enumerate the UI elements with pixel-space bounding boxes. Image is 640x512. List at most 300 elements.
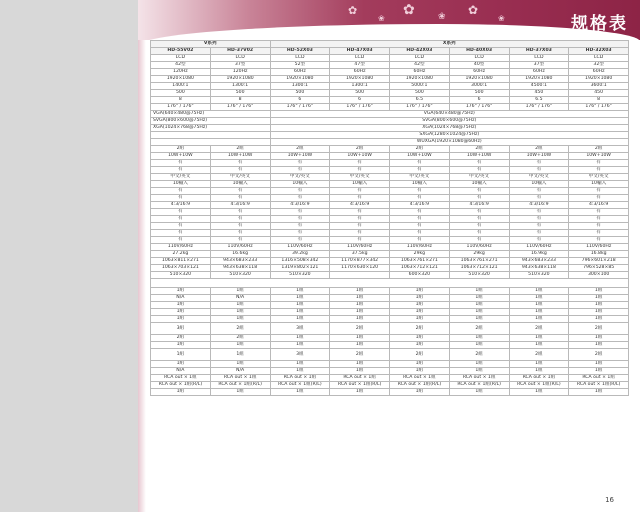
table-cell: 1組 [270, 309, 330, 316]
table-cell: 1920×1080 [509, 76, 569, 83]
table-cell: 943×638×118 [509, 265, 569, 272]
table-cell: 1920×1080 [151, 76, 211, 83]
table-cell: 1組 [151, 349, 211, 361]
table-cell: 1400:1 [151, 83, 211, 90]
table-cell: 1300:1 [330, 83, 390, 90]
table-cell: 1組 [210, 342, 270, 349]
table-cell: 10W+10W [330, 153, 390, 160]
flower-ornament: ✿ [468, 3, 479, 17]
flower-ornament: ❀ [378, 14, 385, 23]
table-cell: 1組 [270, 342, 330, 349]
table-cell: 110V/60Hz [390, 244, 450, 251]
table-cell: 有 [509, 209, 569, 216]
table-row [151, 361, 629, 368]
flower-ornament: ✿ [403, 2, 415, 18]
table-cell: 中文/英文 [509, 174, 569, 181]
table-cell: 有 [210, 167, 270, 174]
table-row [151, 389, 629, 396]
table-row [151, 139, 629, 146]
table-cell: 1組 [390, 342, 450, 349]
table-cell: 有 [270, 216, 330, 223]
table-cell: 4500:1 [509, 83, 569, 90]
table-cell: LCD [509, 55, 569, 62]
table-cell: 有 [330, 160, 390, 167]
table-cell: 120Hz [210, 69, 270, 76]
table-cell: 10W+10W [270, 153, 330, 160]
table-cell: 有 [569, 167, 629, 174]
spec-table [150, 40, 629, 396]
table-row [151, 69, 629, 76]
table-cell: 1920×1080 [270, 76, 330, 83]
table-cell: 29kg [390, 251, 450, 258]
table-cell: RCA out × 1組(R/L) [270, 382, 330, 389]
table-cell: 2組 [390, 349, 450, 361]
table-cell: 60Hz [390, 69, 450, 76]
table-cell: 有 [449, 230, 509, 237]
table-cell: 有 [449, 209, 509, 216]
table-cell: N/A [210, 295, 270, 302]
table-cell: 8 [151, 97, 211, 104]
table-cell: 4:3/16:9 [449, 202, 509, 209]
table-cell: 2組 [449, 146, 509, 153]
table-cell: 1組 [509, 342, 569, 349]
table-cell: 1組 [330, 368, 390, 375]
table-cell: 500 [449, 90, 509, 97]
table-cell: 1組 [210, 309, 270, 316]
table-cell: 3組 [151, 323, 211, 335]
table-cell: 1組 [509, 335, 569, 342]
table-cell: 2組 [449, 323, 509, 335]
table-cell: 1組 [449, 309, 509, 316]
table-cell: 有 [210, 223, 270, 230]
table-row [151, 195, 629, 202]
table-cell: 1組 [210, 349, 270, 361]
table-cell: 40型 [449, 62, 509, 69]
table-cell: 有 [509, 237, 569, 244]
table-cell: 1組 [270, 335, 330, 342]
table-cell: 1316×508×342 [270, 258, 330, 265]
table-cell: 1組 [569, 288, 629, 295]
table-cell: 37.5kg [330, 251, 390, 258]
table-cell: 10W+10W [210, 153, 270, 160]
table-cell: 有 [270, 237, 330, 244]
table-cell: 有 [449, 167, 509, 174]
table-cell: 2組 [330, 146, 390, 153]
table-cell: 2組 [210, 335, 270, 342]
table-cell: 有 [330, 195, 390, 202]
table-cell: 1300:1 [210, 83, 270, 90]
table-cell: 2組 [449, 349, 509, 361]
table-cell: 1063×761×271 [449, 258, 509, 265]
table-cell: RCA out × 1組 [151, 375, 211, 382]
table-cell: 有 [569, 188, 629, 195]
table-row [151, 111, 629, 118]
table-cell: 510×320 [449, 272, 509, 279]
table-cell: 16.8kg [569, 251, 629, 258]
table-cell [151, 139, 271, 146]
table-row [151, 223, 629, 230]
table-cell: 510×320 [270, 272, 330, 279]
table-cell: 有 [569, 230, 629, 237]
table-cell: 1組 [330, 361, 390, 368]
table-cell: 10W+10W [449, 153, 509, 160]
table-cell: 943×683×233 [509, 258, 569, 265]
table-cell: 176° / 176° [270, 104, 330, 111]
table-row [151, 382, 629, 389]
table-row [151, 174, 629, 181]
table-cell: LCD [569, 55, 629, 62]
table-cell: 有 [270, 195, 330, 202]
table-cell: 中文/英文 [270, 174, 330, 181]
table-row [151, 153, 629, 160]
table-cell: 有 [449, 188, 509, 195]
flower-ornament: ❀ [438, 12, 446, 22]
table-cell: 有 [569, 160, 629, 167]
table-cell: 2組 [509, 323, 569, 335]
table-cell: 6.5 [509, 97, 569, 104]
table-cell [151, 279, 629, 288]
table-row [151, 83, 629, 90]
table-cell: 1組 [151, 342, 211, 349]
table-cell [330, 272, 390, 279]
table-cell: 10輸入 [390, 181, 450, 188]
table-cell: RCA out × 1組 [210, 375, 270, 382]
table-cell: 有 [151, 237, 211, 244]
table-cell: 1組 [270, 389, 330, 396]
table-cell: 有 [151, 223, 211, 230]
table-cell: 1300:1 [270, 83, 330, 90]
table-cell: XGA(1024×768@75Hz) [270, 125, 629, 132]
table-cell: 1319×802×121 [270, 265, 330, 272]
table-cell: 有 [390, 230, 450, 237]
table-cell: HD-47X03 [330, 48, 390, 55]
table-cell: RCA out × 1組(R/L) [210, 382, 270, 389]
table-cell: 60Hz [569, 69, 629, 76]
table-cell: 1組 [509, 309, 569, 316]
table-cell: 有 [270, 167, 330, 174]
table-cell: 有 [390, 223, 450, 230]
table-cell: 1063×712×121 [390, 265, 450, 272]
table-row [151, 97, 629, 104]
table-cell: RCA out × 1組(R/L) [509, 382, 569, 389]
table-cell: 有 [210, 160, 270, 167]
table-cell: N/A [210, 368, 270, 375]
table-row [151, 160, 629, 167]
table-cell: 有 [151, 188, 211, 195]
left-decor-strip [138, 40, 146, 512]
table-cell: 1組 [151, 361, 211, 368]
table-cell: 1組 [151, 288, 211, 295]
table-cell: 500 [151, 90, 211, 97]
table-row [151, 368, 629, 375]
table-cell: 1組 [509, 302, 569, 309]
table-cell: 有 [210, 230, 270, 237]
table-cell: 4:3/16:9 [270, 202, 330, 209]
table-cell: 有 [509, 188, 569, 195]
table-cell: 176° / 176° [509, 104, 569, 111]
table-cell: 有 [330, 216, 390, 223]
table-cell: 中文/英文 [151, 174, 211, 181]
table-cell: 1組 [330, 316, 390, 323]
table-cell: 29kg [449, 251, 509, 258]
table-cell: 有 [330, 237, 390, 244]
table-row [151, 237, 629, 244]
table-cell: 1組 [509, 361, 569, 368]
table-row [151, 104, 629, 111]
table-cell: HD-52X03 [270, 48, 330, 55]
table-cell: RCA out × 1組(R/L) [151, 382, 211, 389]
table-row [151, 90, 629, 97]
table-cell: 1920×1080 [449, 76, 509, 83]
table-cell: 1組 [509, 316, 569, 323]
table-cell: 有 [569, 195, 629, 202]
table-cell: 42型 [390, 62, 450, 69]
table-cell: 1組 [210, 302, 270, 309]
spec-sheet [138, 0, 640, 512]
table-cell: 110V/60Hz [509, 244, 569, 251]
table-cell: N/A [151, 295, 211, 302]
table-cell: 510×320 [151, 272, 211, 279]
table-row [151, 265, 629, 272]
table-cell: 有 [330, 167, 390, 174]
table-cell: 1920×1080 [390, 76, 450, 83]
table-cell: 1063×703×121 [151, 265, 211, 272]
page-title: 规格表 [571, 14, 628, 34]
table-cell: 8 [569, 97, 629, 104]
table-cell: 中文/英文 [210, 174, 270, 181]
table-row [151, 302, 629, 309]
table-cell: RCA out × 1組(R/L) [449, 382, 509, 389]
table-cell: 中文/英文 [330, 174, 390, 181]
table-cell: 2組 [151, 335, 211, 342]
table-cell: 有 [210, 209, 270, 216]
table-cell: 1組 [151, 389, 211, 396]
table-cell: 1組 [569, 368, 629, 375]
table-cell: 176° / 176° [569, 104, 629, 111]
table-cell: 2組 [390, 323, 450, 335]
table-cell: 1組 [569, 316, 629, 323]
table-cell: 1組 [151, 302, 211, 309]
table-cell: RCA out × 1組 [509, 375, 569, 382]
table-row [151, 62, 629, 69]
table-cell: 有 [270, 209, 330, 216]
table-cell: 3組 [270, 349, 330, 361]
spec-table-area [150, 40, 628, 396]
table-cell: 1組 [390, 368, 450, 375]
table-cell: 6 [270, 97, 330, 104]
table-cell: 4:3/16:9 [569, 202, 629, 209]
table-cell: 176° / 176° [210, 104, 270, 111]
table-cell: XGA(1024×768@75Hz) [151, 125, 271, 132]
table-cell [151, 132, 271, 139]
flower-ornament: ❀ [498, 14, 505, 23]
table-cell: 42型 [151, 62, 211, 69]
table-cell: 1組 [270, 316, 330, 323]
table-cell: 2組 [569, 323, 629, 335]
table-cell: 3組 [270, 323, 330, 335]
table-cell: 10輸入 [569, 181, 629, 188]
table-cell: 1組 [449, 295, 509, 302]
table-cell: 有 [449, 237, 509, 244]
table-cell: 60Hz [449, 69, 509, 76]
table-cell: 1組 [390, 309, 450, 316]
table-cell: 10輸入 [449, 181, 509, 188]
table-cell: 510×320 [509, 272, 569, 279]
table-cell: V系列 [151, 41, 271, 48]
table-cell: 1組 [569, 389, 629, 396]
table-cell: HD-37V02 [210, 48, 270, 55]
table-cell: 1組 [449, 342, 509, 349]
table-cell: 1組 [330, 295, 390, 302]
table-cell: 2組 [330, 323, 390, 335]
table-cell: 2組 [569, 146, 629, 153]
table-cell: 39.2kg [270, 251, 330, 258]
table-cell: 中文/英文 [449, 174, 509, 181]
table-cell: 1組 [330, 288, 390, 295]
table-cell: 有 [569, 216, 629, 223]
table-row [151, 216, 629, 223]
table-cell: 10輸入 [210, 181, 270, 188]
table-cell: 8 [210, 97, 270, 104]
table-cell: 3600:1 [569, 83, 629, 90]
page-number: 16 [605, 496, 614, 504]
table-cell: 110V/60Hz [569, 244, 629, 251]
table-cell: 有 [151, 209, 211, 216]
table-cell: 1組 [151, 309, 211, 316]
table-cell: 1組 [330, 389, 390, 396]
table-cell: SVGA(800×600@75Hz) [270, 118, 629, 125]
table-cell: 有 [151, 167, 211, 174]
table-cell: 1組 [509, 389, 569, 396]
table-cell: 6 [449, 97, 509, 104]
table-cell: RCA out × 1組 [390, 375, 450, 382]
table-cell: 1組 [330, 335, 390, 342]
table-cell: WUXGA(1920×1080@60Hz) [270, 139, 629, 146]
table-cell: 2組 [270, 146, 330, 153]
table-cell: 10W+10W [509, 153, 569, 160]
table-cell: 1170×877×342 [330, 258, 390, 265]
table-cell: 1組 [449, 361, 509, 368]
table-row [151, 55, 629, 62]
table-cell: 1組 [569, 342, 629, 349]
table-cell: 110V/60Hz [330, 244, 390, 251]
table-cell: 4:3/16:9 [151, 202, 211, 209]
table-cell: 1組 [270, 288, 330, 295]
table-cell: 1組 [569, 295, 629, 302]
table-cell: 有 [569, 223, 629, 230]
table-row [151, 41, 629, 48]
table-cell: 1組 [210, 316, 270, 323]
table-cell: 有 [449, 223, 509, 230]
table-cell: 2組 [509, 146, 569, 153]
table-row [151, 188, 629, 195]
table-cell: 110V/60Hz [151, 244, 211, 251]
table-cell: 1組 [569, 361, 629, 368]
table-row [151, 202, 629, 209]
table-row [151, 132, 629, 139]
table-cell: 1063×712×121 [449, 265, 509, 272]
table-cell: HD-32X03 [569, 48, 629, 55]
table-cell: 有 [270, 223, 330, 230]
table-cell: 450 [569, 90, 629, 97]
table-row [151, 118, 629, 125]
table-row [151, 279, 629, 288]
table-cell: 37型 [509, 62, 569, 69]
table-cell: 有 [270, 188, 330, 195]
table-cell: 796×528×85 [569, 265, 629, 272]
table-row [151, 181, 629, 188]
table-cell: 943×683×233 [210, 258, 270, 265]
table-cell: 60Hz [509, 69, 569, 76]
table-cell: 1組 [210, 361, 270, 368]
table-cell: HD-40X03 [449, 48, 509, 55]
table-cell: 有 [270, 160, 330, 167]
table-cell: 16.6kg [210, 251, 270, 258]
table-row [151, 309, 629, 316]
table-cell: 110V/60Hz [270, 244, 330, 251]
table-cell: 1組 [569, 302, 629, 309]
table-cell: RCA out × 1組(R/L) [569, 382, 629, 389]
table-cell: X系列 [270, 41, 629, 48]
table-cell: 2組 [151, 146, 211, 153]
table-cell: HD-37X03 [509, 48, 569, 55]
table-cell: 1組 [210, 389, 270, 396]
table-cell: 1組 [509, 288, 569, 295]
table-cell: VGA(640×480@75Hz) [151, 111, 271, 118]
table-cell: 有 [390, 237, 450, 244]
table-cell: 60Hz [330, 69, 390, 76]
table-row [151, 349, 629, 361]
table-cell: 1組 [509, 368, 569, 375]
table-cell: 10W+10W [569, 153, 629, 160]
table-cell: 37型 [210, 62, 270, 69]
table-cell: 1組 [210, 288, 270, 295]
table-cell: 943×638×118 [210, 265, 270, 272]
table-cell: 1063×761×271 [390, 258, 450, 265]
table-cell: 1組 [390, 302, 450, 309]
table-cell: 有 [509, 167, 569, 174]
table-cell: RCA out × 1組 [449, 375, 509, 382]
table-cell: RCA out × 1組 [330, 375, 390, 382]
table-cell: 有 [390, 160, 450, 167]
table-row [151, 209, 629, 216]
table-cell: 有 [270, 230, 330, 237]
table-cell: 1組 [449, 368, 509, 375]
table-cell: 有 [390, 209, 450, 216]
table-cell: 4:3/16:9 [509, 202, 569, 209]
table-cell: 2組 [330, 349, 390, 361]
table-cell: 有 [509, 216, 569, 223]
table-cell: 1170×630×120 [330, 265, 390, 272]
table-cell: LCD [330, 55, 390, 62]
table-row [151, 230, 629, 237]
table-cell: 32型 [569, 62, 629, 69]
table-cell: 1組 [390, 361, 450, 368]
table-cell: 1組 [449, 335, 509, 342]
table-row [151, 125, 629, 132]
table-cell: 10輸入 [151, 181, 211, 188]
table-cell: 有 [390, 216, 450, 223]
table-cell: 有 [449, 160, 509, 167]
table-cell: HD-42X03 [390, 48, 450, 55]
table-cell: 510×320 [210, 272, 270, 279]
table-cell: 600×320 [390, 272, 450, 279]
table-cell: 有 [509, 195, 569, 202]
table-cell: 1組 [449, 288, 509, 295]
table-cell: 有 [210, 188, 270, 195]
table-cell: 有 [569, 237, 629, 244]
table-cell: 1組 [390, 288, 450, 295]
